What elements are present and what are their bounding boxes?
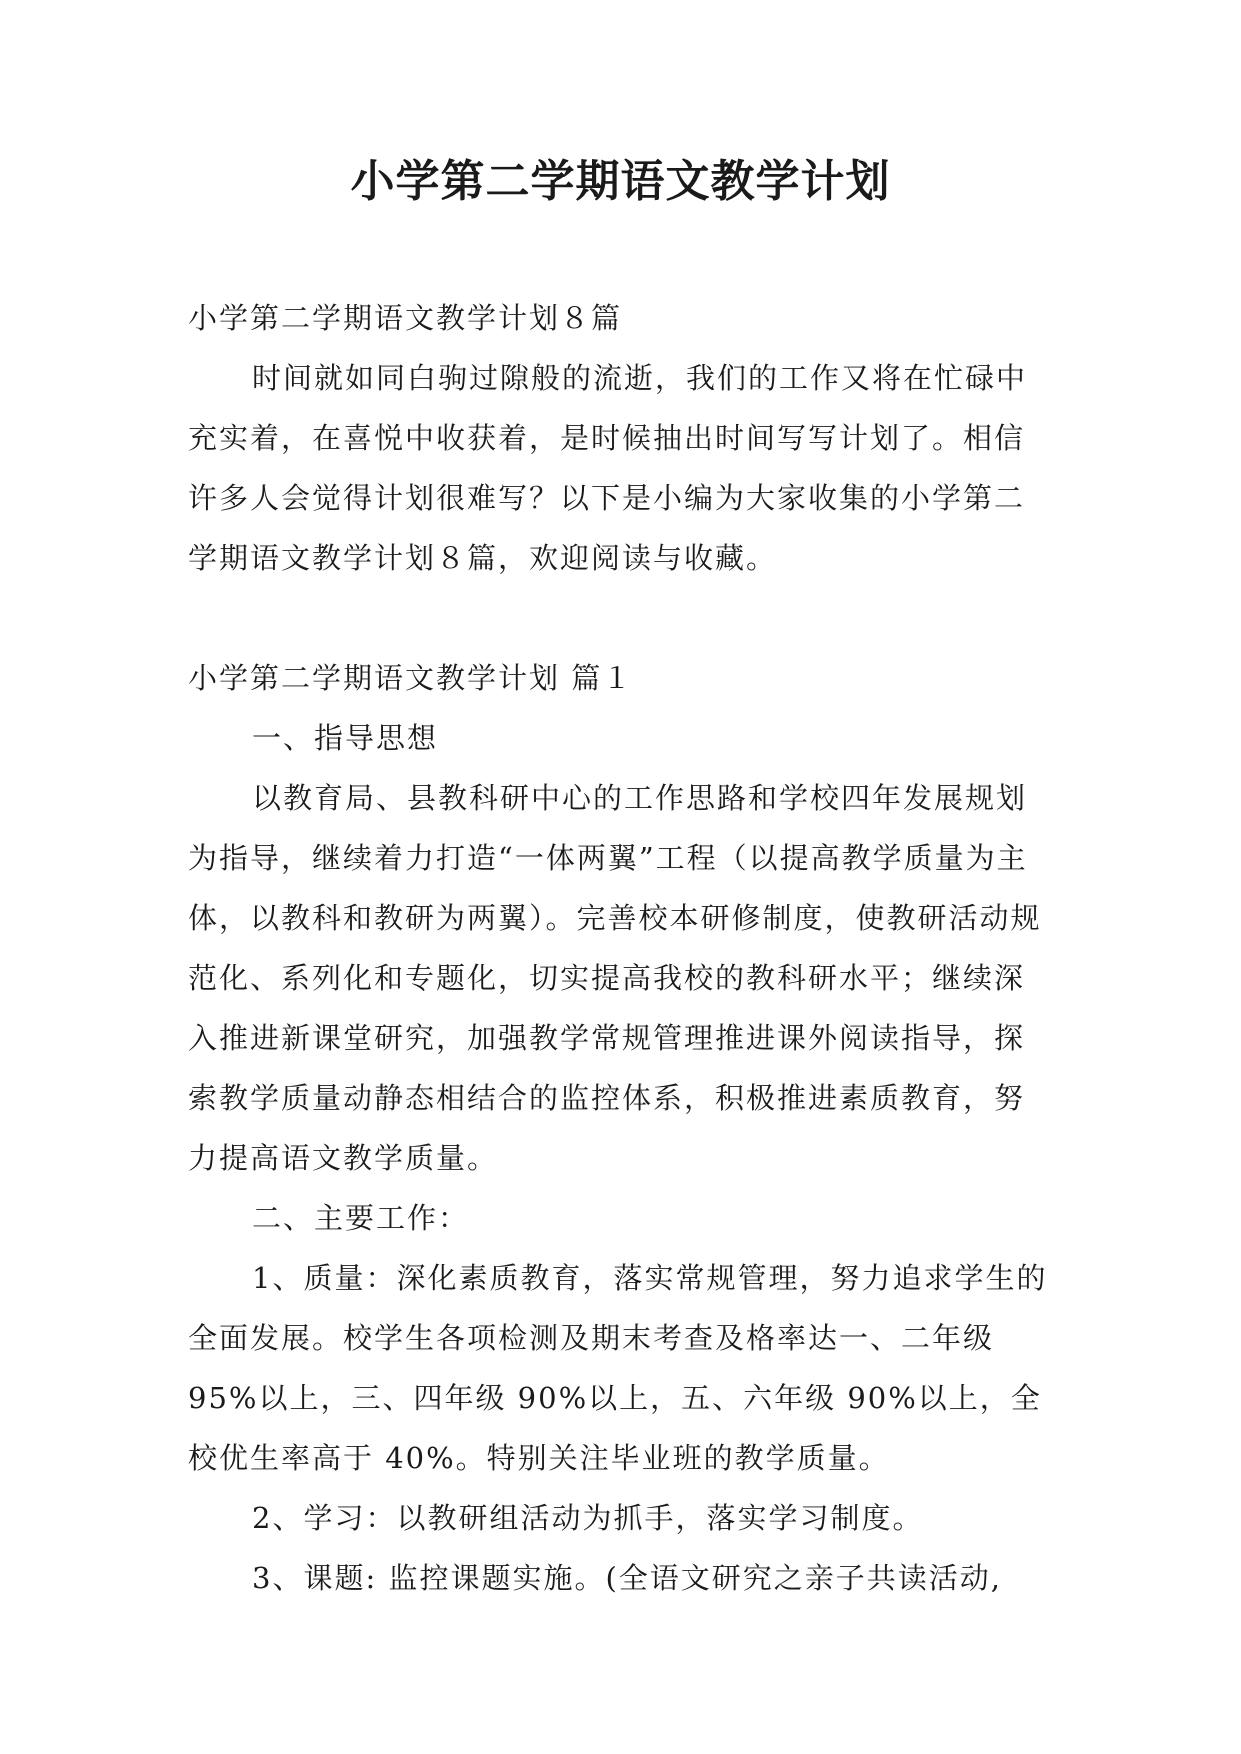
paragraph-gap — [188, 588, 1048, 648]
section-heading: 小学第二学期语文教学计划 篇１ — [188, 661, 634, 695]
list-item-study: 2、学习：以教研组活动为抓手，落实学习制度。 — [252, 1501, 924, 1535]
document-title: 小学第二学期语文教学计划 — [350, 156, 891, 207]
part1-heading: 一、指导思想 — [252, 721, 439, 755]
document-body — [188, 288, 1048, 1608]
list-item-research: 3、课题: 监控课题实施。(全语文研究之亲子共读活动, — [252, 1561, 1002, 1595]
intro-paragraph: 时间就如同白驹过隙般的流逝，我们的工作又将在忙碌中充实着，在喜悦中收获着，是时候抽出时间写写计划了。相信许多人会觉得计划很难写？以下是小编为大家收集的小学第二学期语文教学计划８篇，欢迎阅读与收藏。 — [188, 361, 1028, 575]
document-subtitle: 小学第二学期语文教学计划８篇 — [188, 301, 623, 335]
list-item-quality: 1、质量：深化素质教育，落实常规管理，努力追求学生的全面发展。校学生各项检测及期末考查及格率达一、二年级 95%以上，三、四年级 90%以上，五、六年级 90%以上，全校优生率高于 40%。特别关注毕业班的教学质量。 — [188, 1261, 1048, 1475]
part1-paragraph: 以教育局、县教科研中心的工作思路和学校四年发展规划为指导，继续着力打造“一体两翼”工程（以提高教学质量为主体，以教科和教研为两翼）。完善校本研修制度，使教研活动规范化、系列化和专题化，切实提高我校的教科研水平；继续深入推进新课堂研究，加强教学常规管理推进课外阅读指导，探索教学质量动静态相结合的监控体系，积极推进素质教育，努力提高语文教学质量。 — [188, 781, 1042, 1175]
part2-heading: 二、主要工作： — [252, 1201, 470, 1235]
